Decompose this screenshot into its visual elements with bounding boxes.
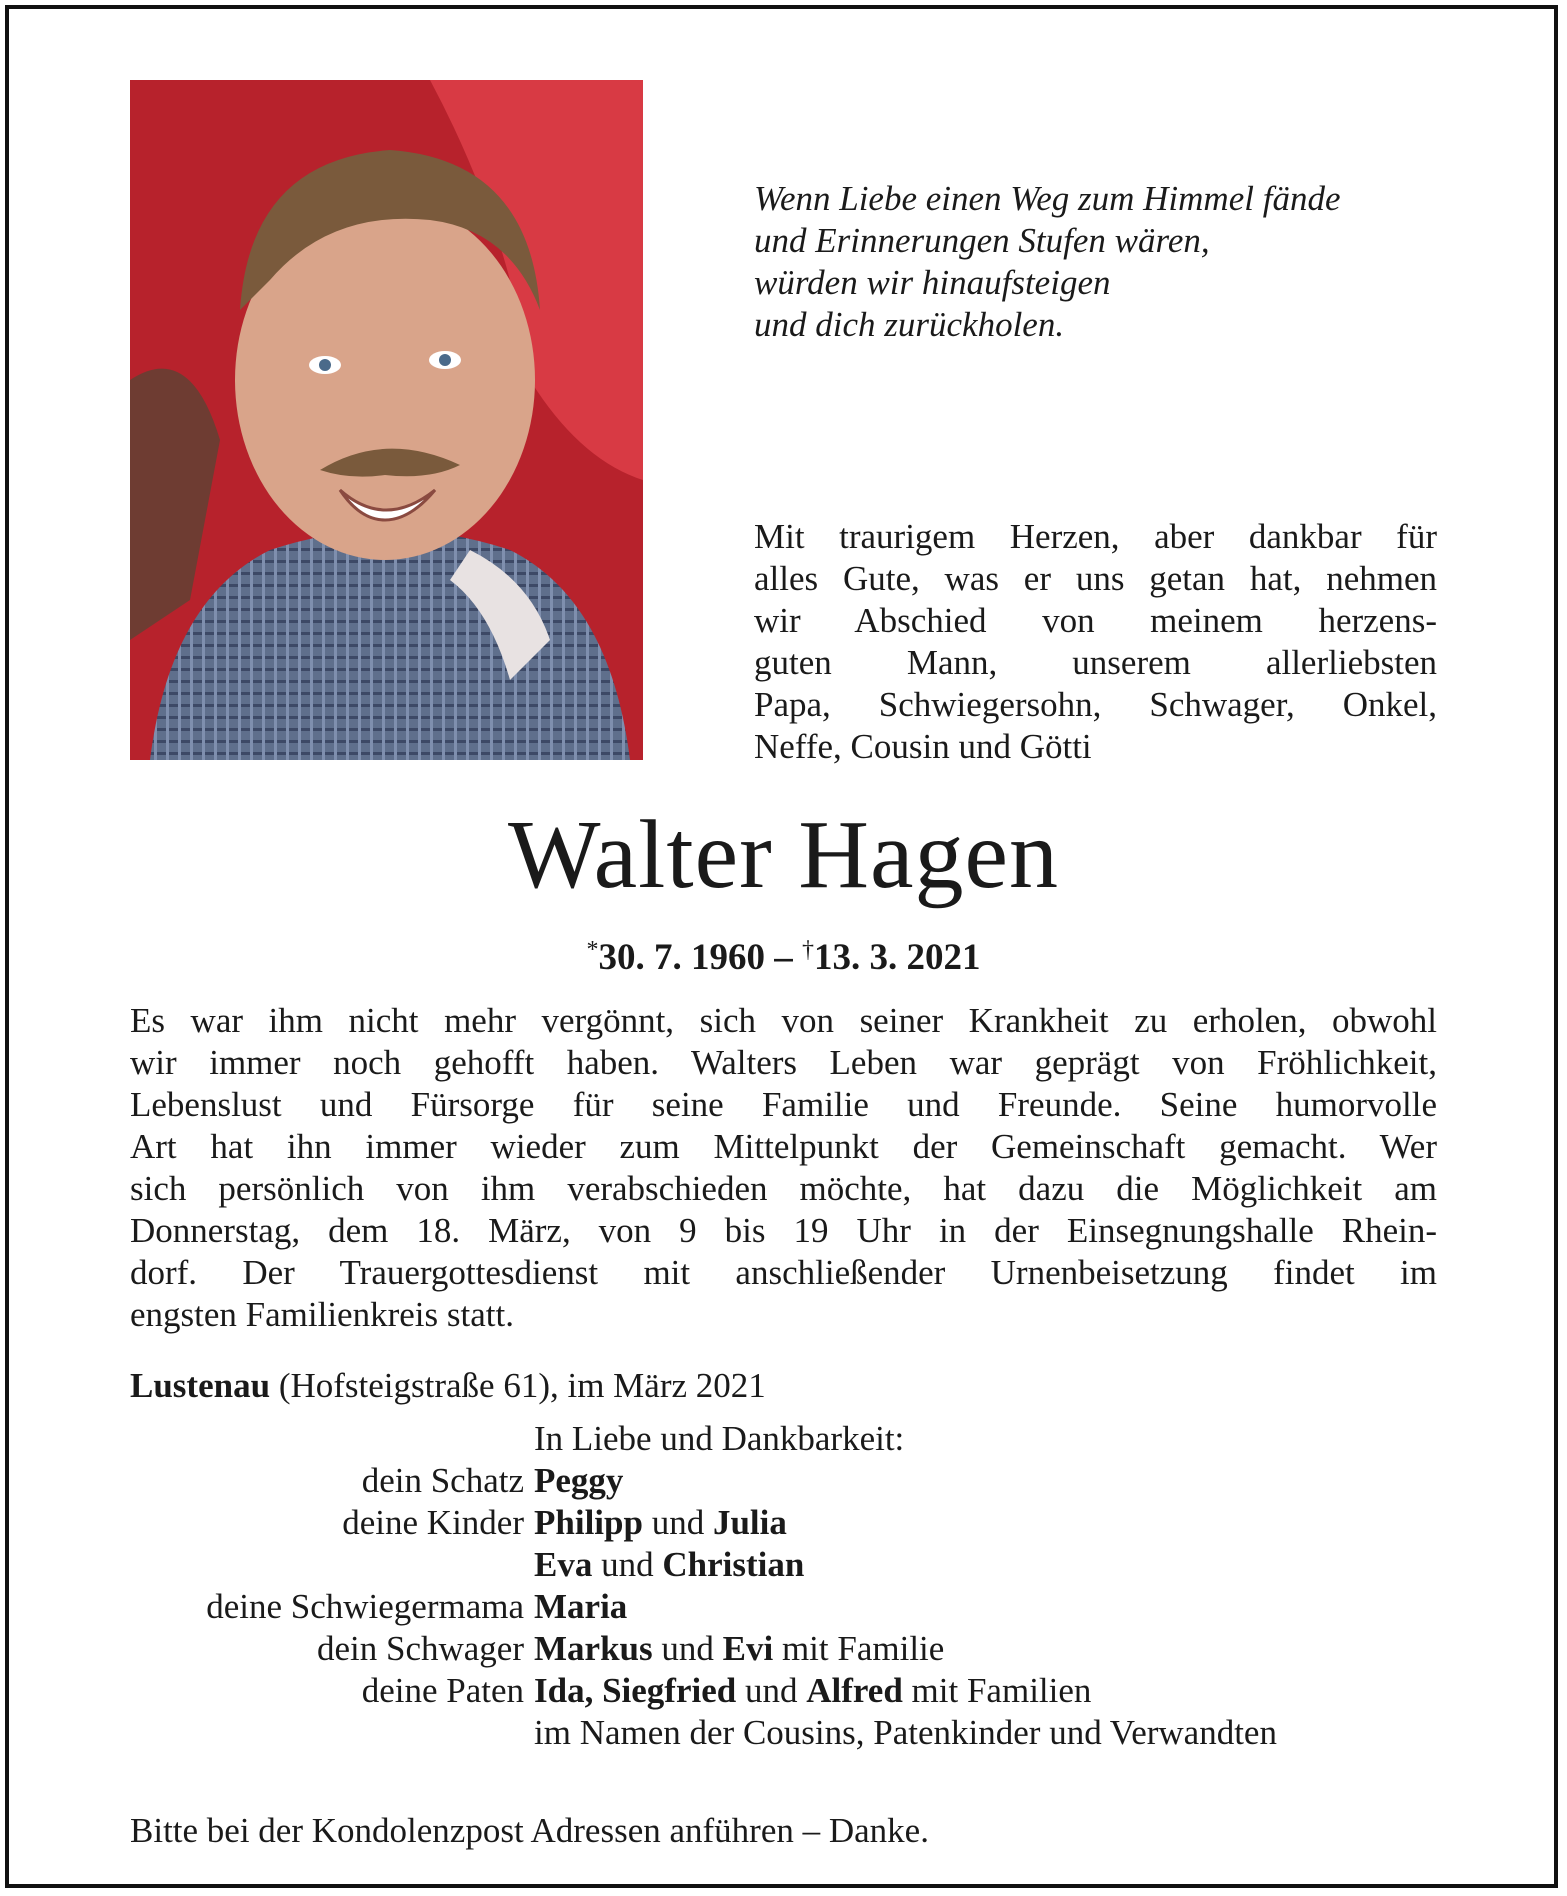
portrait-photo — [130, 80, 643, 760]
mourner-names — [534, 1502, 787, 1544]
intro-line: alles Gute, was er uns getan hat, nehmen — [754, 559, 1437, 598]
footer-note: Bitte bei der Kondolenzpost Adressen anführen – Danke. — [130, 1811, 929, 1850]
mourner-relation: deine Schwiegermama — [206, 1587, 524, 1626]
mourner-names — [534, 1712, 1277, 1754]
intro-line: wir Abschied von meinem herzens- — [754, 601, 1437, 640]
mourner-connector: und — [652, 1629, 723, 1668]
mourner-connector: und — [592, 1545, 663, 1584]
mourner-connector: mit Familien — [902, 1671, 1092, 1710]
birth-symbol: * — [586, 937, 599, 963]
poem-line: würden wir hinaufsteigen — [754, 263, 1111, 302]
mourner-name: Philipp — [534, 1503, 643, 1542]
mourner-row — [130, 1544, 1440, 1586]
body-line: dorf. Der Trauergottesdienst mit anschließender Urnenbeisetzung findet im — [130, 1253, 1437, 1292]
mourner-row — [130, 1460, 1440, 1502]
mourner-name: Eva — [534, 1545, 593, 1584]
mourner-relation: dein Schwager — [316, 1629, 524, 1668]
mourner-names — [534, 1586, 627, 1628]
body-line: Art hat ihn immer wieder zum Mittelpunkt der Gemeinschaft gemacht. Wer — [130, 1127, 1437, 1166]
mourner-connector: mit Familie — [773, 1629, 945, 1668]
mourner-relation: deine Kinder — [342, 1503, 524, 1542]
mourner-row — [130, 1712, 1440, 1754]
mourner-connector: im Namen der Cousins, Patenkinder und Verwandten — [534, 1713, 1277, 1752]
death-date: 13. 3. 2021 — [814, 937, 981, 978]
body-line: Donnerstag, dem 18. März, von 9 bis 19 Uhr in der Einsegnungshalle Rhein- — [130, 1211, 1437, 1250]
intro-line: Papa, Schwiegersohn, Schwager, Onkel, — [754, 685, 1437, 724]
birth-date: 30. 7. 1960 — [598, 937, 765, 978]
date-separator: – — [765, 937, 802, 978]
place-date-line — [130, 1365, 1430, 1407]
poem-line: und dich zurückholen. — [754, 305, 1065, 344]
mourners-list — [130, 1418, 1440, 1754]
mourner-name: Maria — [534, 1587, 628, 1626]
mourner-name: Peggy — [534, 1461, 624, 1500]
mourner-names — [534, 1670, 1091, 1712]
mourners-heading: In Liebe und Dankbarkeit: — [534, 1419, 905, 1458]
mourner-name: Markus — [534, 1629, 653, 1668]
mourner-connector: und — [642, 1503, 713, 1542]
mourner-row — [130, 1502, 1440, 1544]
mourner-rows — [130, 1460, 1440, 1754]
mourner-relation: dein Schatz — [361, 1461, 524, 1500]
mourners-heading-row — [130, 1418, 1440, 1460]
intro-line: Mit traurigem Herzen, aber dankbar für — [754, 517, 1437, 556]
body-paragraph — [130, 1000, 1437, 1336]
body-line: sich persönlich von ihm verabschieden möchte, hat dazu die Möglichkeit am — [130, 1169, 1437, 1208]
body-line: Es war ihm nicht mehr vergönnt, sich von seiner Krankheit zu erholen, obwohl — [130, 1001, 1437, 1040]
body-line: wir immer noch gehofft haben. Walters Leben war geprägt von Fröhlichkeit, — [130, 1043, 1437, 1082]
poem — [754, 178, 1454, 346]
place-rest: (Hofsteigstraße 61), im März 2021 — [270, 1366, 766, 1405]
mourner-connector: und — [736, 1671, 807, 1710]
poem-line: Wenn Liebe einen Weg zum Himmel fände — [754, 179, 1341, 218]
mourner-names — [534, 1628, 944, 1670]
place-town: Lustenau — [130, 1366, 271, 1405]
intro-paragraph — [754, 516, 1437, 768]
intro-line: guten Mann, unserem allerliebsten — [754, 643, 1437, 682]
portrait-icon — [130, 80, 643, 760]
mourner-relation — [130, 1544, 524, 1586]
body-line: Lebenslust und Fürsorge für seine Familie und Freunde. Seine humorvolle — [130, 1085, 1437, 1124]
mourner-row — [130, 1670, 1440, 1712]
mourner-name: Julia — [712, 1503, 787, 1542]
mourner-row — [130, 1586, 1440, 1628]
mourner-name: Alfred — [806, 1671, 903, 1710]
mourner-relation: deine Paten — [361, 1671, 524, 1710]
mourner-relation — [130, 1712, 524, 1754]
life-dates — [0, 928, 1567, 980]
mourner-name: Evi — [722, 1629, 774, 1668]
poem-line: und Erinnerungen Stufen wären, — [754, 221, 1210, 260]
mourner-name: Christian — [662, 1545, 805, 1584]
body-line: engsten Familienkreis statt. — [130, 1295, 514, 1334]
deceased-name: Walter Hagen — [508, 801, 1059, 909]
death-symbol: † — [802, 937, 814, 963]
intro-line: Neffe, Cousin und Götti — [754, 727, 1092, 766]
mourner-row — [130, 1628, 1440, 1670]
mourner-name: Ida, Siegfried — [534, 1671, 737, 1710]
mourner-names — [534, 1544, 804, 1586]
mourner-names — [534, 1460, 623, 1502]
